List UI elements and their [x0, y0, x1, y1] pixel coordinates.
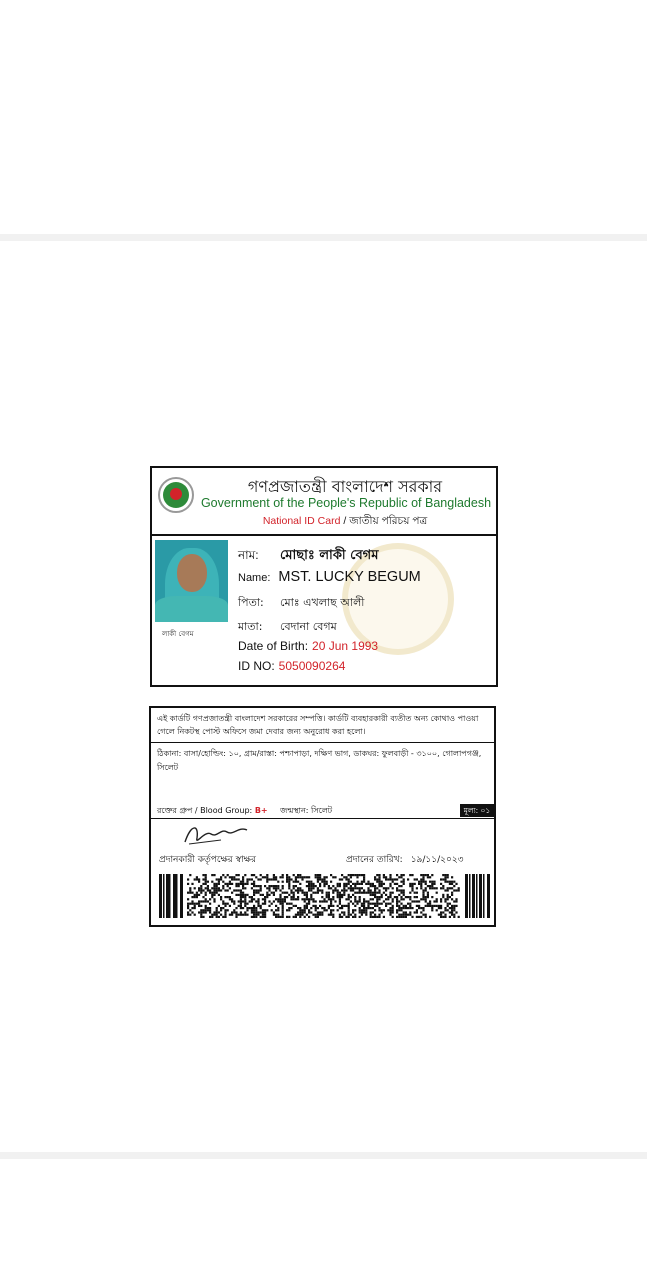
- birth-place-label: জন্মস্থান:: [280, 806, 309, 815]
- name-bn-label: নাম:: [238, 548, 259, 562]
- name-bn-value: মোছাঃ লাকী বেগম: [280, 548, 379, 563]
- birth-place-value: সিলেট: [311, 806, 333, 815]
- top-panel: [0, 0, 647, 234]
- authority-signature-label: প্রদানকারী কর্তৃপক্ষের স্বাক্ষর: [159, 855, 256, 865]
- card-header: [152, 468, 496, 536]
- divider: [151, 818, 494, 819]
- card-type-bn: জাতীয় পরিচয় পত্র: [349, 515, 428, 527]
- name-en-row: [238, 569, 421, 585]
- name-bn-row: [238, 546, 378, 567]
- nid-card-front: [150, 466, 498, 687]
- nid-card-back: [149, 706, 496, 927]
- card-type: [200, 514, 490, 531]
- holder-photo: [155, 540, 228, 622]
- document-panel: [0, 241, 647, 1152]
- mother-label: মাতা:: [238, 620, 263, 633]
- dob-label: Date of Birth:: [238, 639, 309, 653]
- authority-signature-mark: [181, 820, 251, 848]
- card-type-en: National ID Card: [262, 515, 341, 527]
- id-label: ID NO:: [238, 659, 275, 673]
- name-en-value: MST. LUCKY BEGUM: [278, 569, 421, 585]
- dob-row: [238, 639, 378, 653]
- issue-date-row: [346, 852, 464, 867]
- bottom-panel: [0, 1159, 647, 1280]
- pdf417-barcode: [159, 874, 491, 918]
- address: ঠিকানা: বাসা/হোল্ডিং: ১০, গ্রাম/রাস্তা: পশ্চাপাড়া, দক্ষিণ ভাগ, ডাকঘর: ফুলবাড়ী - ৩১০০, গোলাপগঞ্জ, সিলেট: [157, 749, 482, 772]
- header-title-bn: গণপ্রজাতন্ত্রী বাংলাদেশ সরকার: [247, 477, 443, 496]
- mother-row: [238, 618, 337, 637]
- father-label: পিতা:: [238, 596, 264, 609]
- price-badge: মূল্য: ০১: [460, 804, 494, 817]
- father-row: [238, 594, 364, 613]
- issue-date-value: ১৯/১১/২০২৩: [410, 855, 464, 865]
- id-value: 5050090264: [278, 659, 346, 673]
- blood-group-label: রক্তের গ্রুপ / Blood Group:: [157, 806, 253, 815]
- issue-date-label: প্রদানের তারিখ:: [346, 855, 403, 865]
- name-en-label: Name:: [238, 572, 271, 584]
- id-row: [238, 659, 345, 673]
- blood-group-row: [157, 805, 332, 818]
- divider: [151, 742, 494, 743]
- header-title-en: Government of the People's Republic of Bangladesh: [200, 496, 492, 510]
- government-emblem-icon: [158, 477, 194, 513]
- blood-group-value: B+: [254, 806, 268, 815]
- holder-signature: লাকী বেগম: [162, 630, 194, 638]
- dob-value: 20 Jun 1993: [312, 639, 379, 653]
- mother-value: বেদানা বেগম: [280, 620, 337, 633]
- father-value: মোঃ এখলাছ আলী: [280, 596, 365, 609]
- ownership-notice: এই কার্ডটি গণপ্রজাতন্ত্রী বাংলাদেশ সরকারের সম্পত্তি। কার্ডটি ব্যবহারকারী ব্যতীত অন্য কোথাও পাওয়া গেলে নিকটস্থ পোস্ট অফিসে জমা দেবার জন্য অনুরোধ করা হলো।: [157, 714, 479, 736]
- card-type-separator: /: [340, 515, 350, 527]
